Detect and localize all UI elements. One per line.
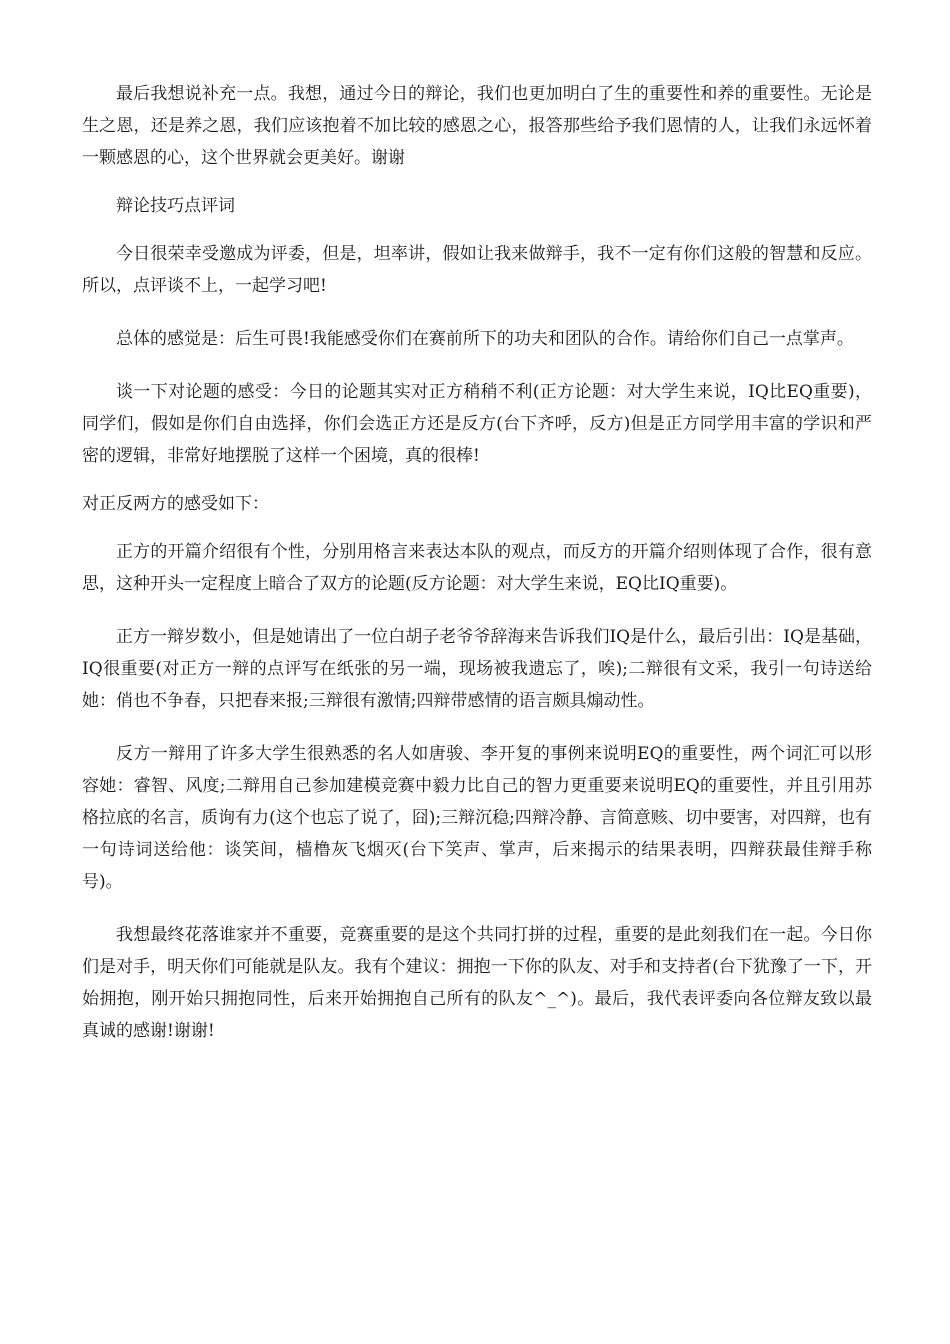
paragraph-affirmative-comments: 正方一辩岁数小，但是她请出了一位白胡子老爷爷辞海来告诉我们IQ是什么，最后引出：IQ是基础，IQ很重要(对正方一辩的点评写在纸张的另一端，现场被我遗忘了，唉);二辩很有文采，我引一句诗送给她：俏也不争春，只把春来报;三辩很有激情;四辩带感情的语言颇具煽动性。 xyxy=(82,627,872,711)
paragraph-final-remarks: 我想最终花落谁家并不重要，竞赛重要的是这个共同打拼的过程，重要的是此刻我们在一起。今日你们是对手，明天你们可能就是队友。我有个建议：拥抱一下你的队友、对手和支持者(台下犹豫了一下，开始拥抱，刚开始只拥抱同性，后来开始拥抱自己所有的队友^_^)。最后，我代表评委向各位辩友致以最真诚的感谢!谢谢! xyxy=(82,925,872,1041)
paragraph-closing-remark: 最后我想说补充一点。我想，通过今日的辩论，我们也更加明白了生的重要性和养的重要性。无论是生之恩，还是养之恩，我们应该抱着不加比较的感恩之心，报答那些给予我们恩情的人，让我们永远怀着一颗感恩的心，这个世界就会更美好。谢谢 xyxy=(82,84,872,168)
paragraph-overall-impression: 总体的感觉是：后生可畏!我能感受你们在赛前所下的功夫和团队的合作。请给你们自己一点掌声。 xyxy=(116,329,854,349)
paragraph-both-sides-lead: 对正反两方的感受如下： xyxy=(82,494,269,514)
paragraph-judge-intro: 今日很荣幸受邀成为评委，但是，坦率讲，假如让我来做辩手，我不一定有你们这般的智慧和反应。所以，点评谈不上，一起学习吧! xyxy=(82,244,872,296)
document-page xyxy=(82,78,872,1047)
section-heading: 辩论技巧点评词 xyxy=(116,196,235,216)
paragraph-opening-comments: 正方的开篇介绍很有个性，分别用格言来表达本队的观点，而反方的开篇介绍则体现了合作，很有意思，这种开头一定程度上暗合了双方的论题(反方论题：对大学生来说，EQ比IQ重要)。 xyxy=(82,542,872,594)
paragraph-negative-comments: 反方一辩用了许多大学生很熟悉的名人如唐骏、李开复的事例来说明EQ的重要性，两个词汇可以形容她：睿智、风度;二辩用自己参加建模竞赛中毅力比自己的智力更重要来说明EQ的重要性，并且引用苏格拉底的名言，质询有力(这个也忘了说了，囧);三辩沉稳;四辩冷静、言简意赅、切中要害，对四辩，也有一句诗词送给他：谈笑间，樯橹灰飞烟灭(台下笑声、掌声，后来揭示的结果表明，四辩获最佳辩手称号)。 xyxy=(82,744,872,892)
paragraph-topic-impression: 谈一下对论题的感受：今日的论题其实对正方稍稍不利(正方论题：对大学生来说，IQ比EQ重要)，同学们，假如是你们自由选择，你们会选正方还是反方(台下齐呼，反方)但是正方同学用丰富的学识和严密的逻辑，非常好地摆脱了这样一个困境，真的很棒! xyxy=(82,382,872,466)
